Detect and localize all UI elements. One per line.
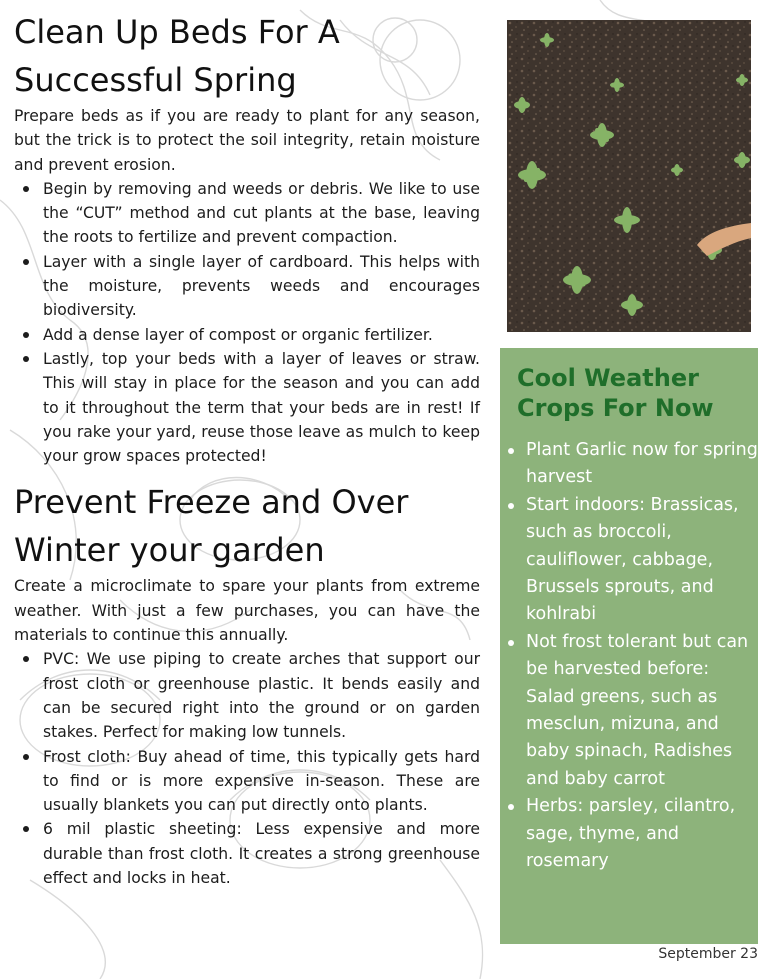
list-item: Frost cloth: Buy ahead of time, this typically gets hard to find or is more expensive in-season. These are usually blankets you can put directly onto plants. <box>43 745 480 818</box>
section-heading-clean-up-beds: Clean Up Beds For A Successful Spring <box>14 13 340 99</box>
sidebar-heading: Cool Weather Crops For Now <box>517 364 714 422</box>
bullet-list-prevent-freeze <box>14 647 480 890</box>
sidebar-list <box>500 437 758 876</box>
list-item: 6 mil plastic sheeting: Less expensive and more durable than frost cloth. It creates a strong greenhouse effect and locks in heat. <box>43 817 480 890</box>
section-heading-prevent-freeze: Prevent Freeze and Over Winter your garden <box>14 483 409 570</box>
list-item: PVC: We use piping to create arches that support our frost cloth or greenhouse plastic. It bends easily and can be secured right into the ground or on garden stakes. Perfect for making low tunnels. <box>43 647 480 744</box>
bullet-list-clean-up-beds <box>14 177 480 469</box>
list-item: Add a dense layer of compost or organic fertilizer. <box>43 323 480 347</box>
main-column <box>14 8 480 890</box>
list-item: Start indoors: Brassicas, such as broccoli, cauliflower, cabbage, Brussels sprouts, and kohlrabi <box>526 492 758 629</box>
list-item: Herbs: parsley, cilantro, sage, thyme, and rosemary <box>526 793 758 875</box>
section-intro-prevent-freeze: Create a microclimate to spare your plants from extreme weather. With just a few purchases, you can have the materials to continue this annually. <box>14 577 480 645</box>
list-item: Begin by removing and weeds or debris. We like to use the “CUT” method and cut plants at the base, leaving the roots to fertilize and prevent compaction. <box>43 177 480 250</box>
section-intro-clean-up-beds: Prepare beds as if you are ready to plant for any season, but the trick is to protect the soil integrity, retain moisture and prevent erosion. <box>14 107 480 174</box>
list-item: Not frost tolerant but can be harvested before: Salad greens, such as mesclun, mizuna, and baby spinach, Radishes and baby carrot <box>526 629 758 793</box>
soil-bed-seedlings-photo <box>507 20 751 332</box>
list-item: Lastly, top your beds with a layer of leaves or straw. This will stay in place for the season and you can add to it throughout the term that your beds are in rest! If you rake your yard, reuse those leave as mulch to keep your grow spaces protected! <box>43 347 480 468</box>
list-item: Plant Garlic now for spring harvest <box>526 437 758 492</box>
list-item: Layer with a single layer of cardboard. This helps with the moisture, prevents weeds and encourages biodiversity. <box>43 250 480 323</box>
footer-date: September 23 <box>658 946 758 962</box>
cool-weather-crops-sidebar <box>500 348 758 944</box>
